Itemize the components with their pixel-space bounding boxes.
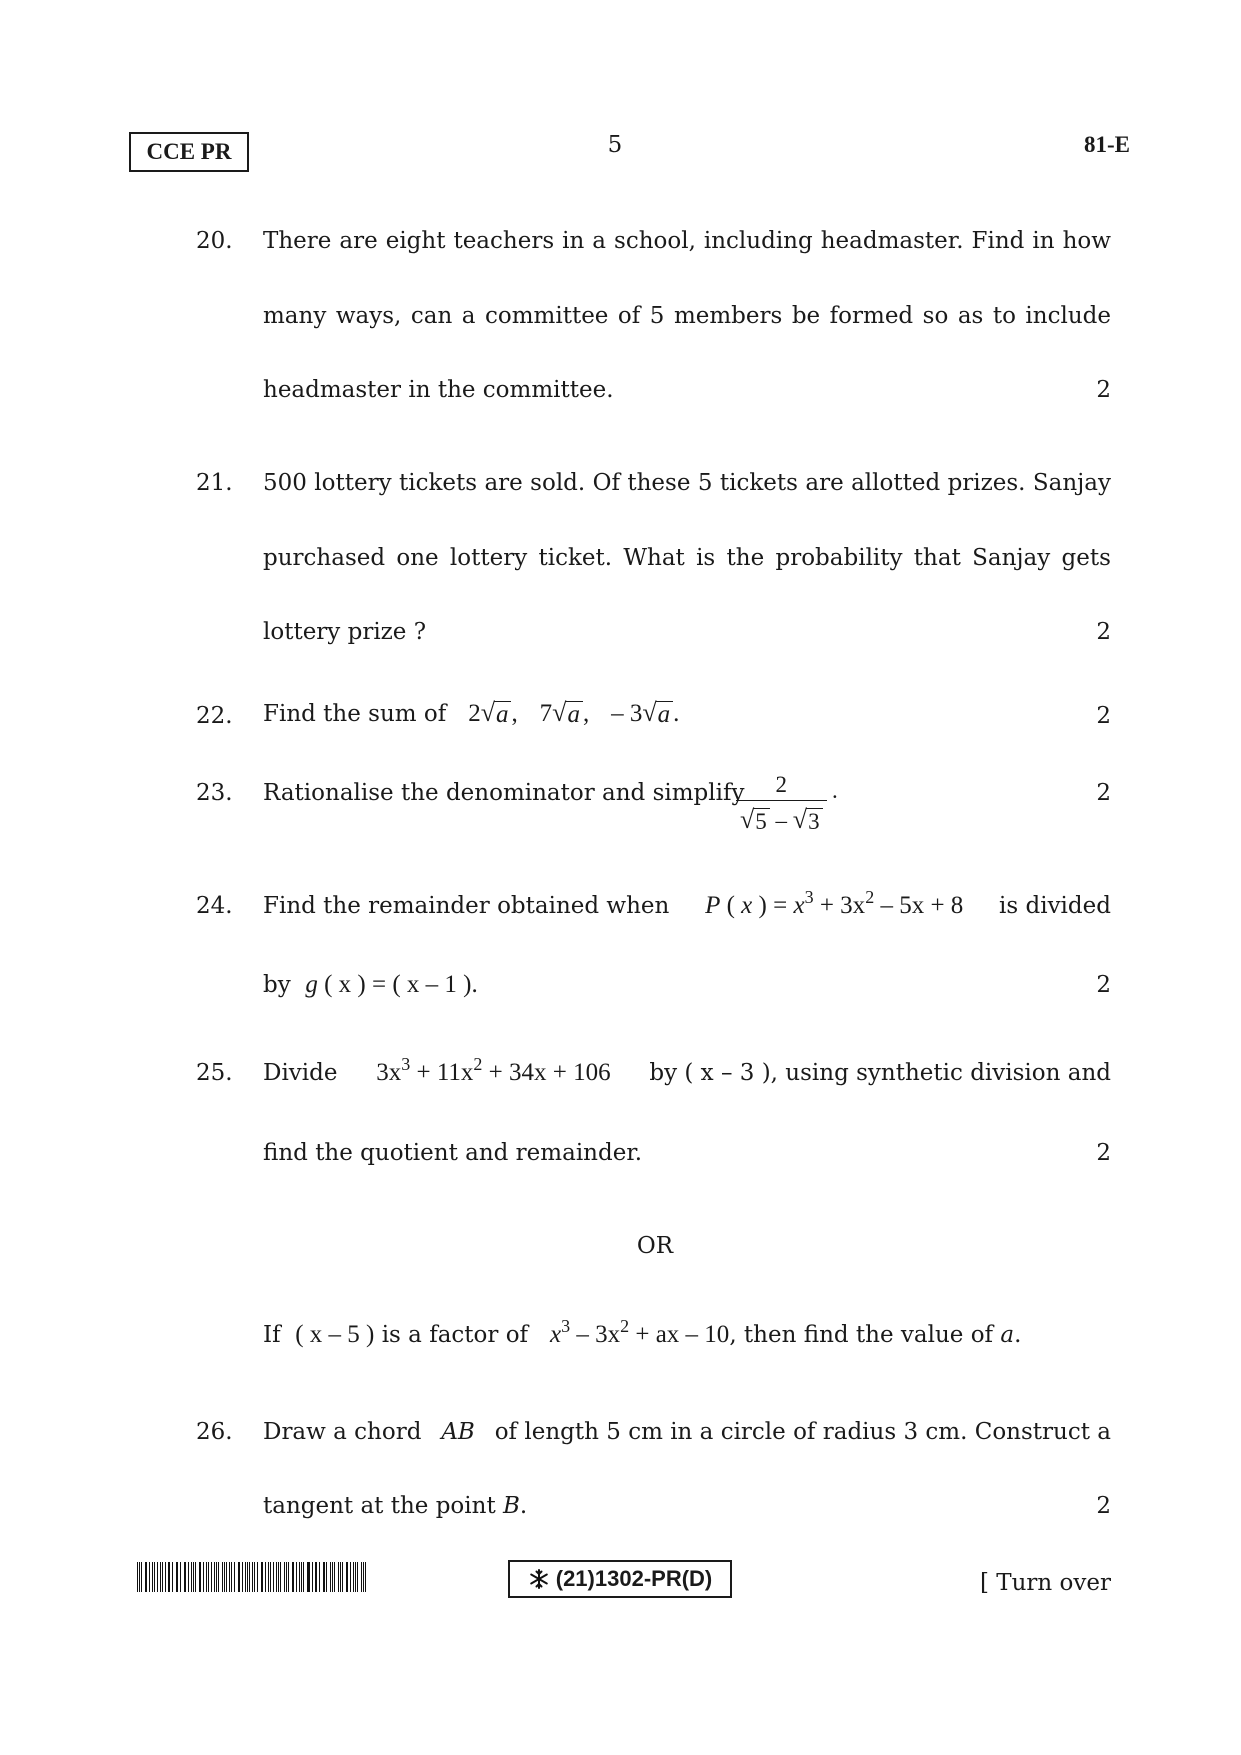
term-7-root-a: 7 √ a , — [539, 698, 590, 728]
barcode-bar — [234, 1562, 235, 1592]
q22-marks: 2 — [1096, 703, 1111, 729]
q21-line2: purchased one lottery ticket. What is the probability that Sanjay gets — [263, 545, 1111, 571]
barcode-bar — [284, 1562, 285, 1592]
q24-polynomial: P ( x ) = $x^3 + 3x^2 - 5x + 8$ — [705, 887, 964, 919]
q23-marks: 2 — [1096, 780, 1111, 806]
q26-line1: Draw a chord AB of length 5 cm in a circle of radius 3 cm. Construct a — [263, 1419, 1111, 1445]
barcode-bar — [254, 1562, 255, 1592]
q25-line1: Divide $3x^3 + 11x^2 + 34x + 106$ by ( x – 3 ), using synthetic division and — [263, 1054, 1111, 1086]
barcode-bar — [152, 1562, 153, 1592]
barcode-bar — [276, 1562, 277, 1592]
q26-line2: tangent at the point B. — [263, 1493, 528, 1519]
alt-polynomial: $x^3 - 3x^2$ + ax – 10 — [550, 1316, 730, 1348]
barcode-bar — [195, 1562, 196, 1592]
barcode-bar — [338, 1562, 339, 1592]
barcode-bar — [268, 1562, 269, 1592]
q20-marks: 2 — [1096, 377, 1111, 403]
q26-marks: 2 — [1096, 1493, 1111, 1519]
q23-text: Rationalise the denominator and simplify — [263, 780, 745, 806]
barcode-bar — [245, 1562, 246, 1592]
barcode-bar — [252, 1562, 253, 1592]
barcode-bar — [199, 1562, 200, 1592]
q23-fraction — [736, 772, 827, 835]
fraction-denominator: √ 5 – √ 3 — [736, 800, 827, 835]
question-number-21: 21. — [196, 470, 233, 496]
q22-line: Find the sum of 2 √ a , 7 √ a , – 3 √ a . — [263, 698, 680, 728]
q24-line2: by g ( x ) = ( x – 1 ). — [263, 971, 478, 998]
q25-polynomial: $3x^3 + 11x^2 + 34x + 106$ — [376, 1054, 611, 1086]
q20-line2: many ways, can a committee of 5 members be formed so as to include — [263, 303, 1111, 329]
q25-alternative: If ( x – 5 ) is a factor of $x^3 - 3x^2$ + ax – 10, then find the value of a. — [263, 1316, 1022, 1348]
q24-line1: Find the remainder obtained when P ( x ) = $x^3 + 3x^2 - 5x + 8$ is divided — [263, 887, 1111, 919]
page-number: 5 — [607, 132, 623, 158]
snowflake-icon — [528, 1568, 550, 1590]
question-number-22: 22. — [196, 703, 233, 729]
question-number-20: 20. — [196, 228, 233, 254]
barcode-bar — [288, 1562, 289, 1592]
barcode-bar — [185, 1562, 186, 1592]
q25-marks: 2 — [1096, 1140, 1111, 1166]
barcode-bar — [265, 1562, 266, 1592]
barcode-bar — [177, 1562, 178, 1592]
term-2-root-a: 2 √ a , — [468, 698, 518, 728]
barcode-bar — [162, 1562, 163, 1592]
barcode-bar — [342, 1562, 343, 1592]
q20-line3: headmaster in the committee. — [263, 377, 614, 403]
question-number-23: 23. — [196, 780, 233, 806]
barcode-bar — [172, 1562, 173, 1592]
question-number-25: 25. — [196, 1060, 233, 1086]
barcode-bar — [308, 1562, 309, 1592]
q24-marks: 2 — [1096, 972, 1111, 998]
barcode-bar — [206, 1562, 207, 1592]
q21-line3: lottery prize ? — [263, 619, 427, 645]
or-divider: OR — [636, 1233, 674, 1259]
barcode-bar — [145, 1562, 146, 1592]
q21-marks: 2 — [1096, 619, 1111, 645]
barcode-bar — [137, 1562, 138, 1592]
header-left-box: CCE PR — [129, 132, 249, 172]
barcode-bar — [222, 1562, 223, 1592]
barcode-bar — [160, 1562, 161, 1592]
barcode-bar — [296, 1562, 297, 1592]
barcode-bar — [330, 1562, 331, 1592]
term-minus3-root-a: – 3 √ a . — [611, 698, 680, 728]
turn-over: [ Turn over — [979, 1570, 1111, 1596]
footer-code-box — [508, 1560, 732, 1598]
barcode-bar — [326, 1562, 327, 1592]
q21-line1: 500 lottery tickets are sold. Of these 5 tickets are allotted prizes. Sanjay — [263, 470, 1111, 496]
barcode-bar — [231, 1562, 232, 1592]
barcode — [137, 1562, 369, 1592]
q20-line1: There are eight teachers in a school, including headmaster. Find in how — [263, 228, 1111, 254]
barcode-bar — [303, 1562, 304, 1592]
fraction-numerator: 2 — [775, 772, 788, 797]
barcode-bar — [353, 1562, 354, 1592]
question-number-26: 26. — [196, 1419, 233, 1445]
q25-line2: find the quotient and remainder. — [263, 1140, 643, 1166]
barcode-bar — [316, 1562, 317, 1592]
barcode-bar — [361, 1562, 362, 1592]
footer-code: (21)1302-PR(D) — [555, 1566, 713, 1591]
barcode-bar — [214, 1562, 215, 1592]
q23-period: . — [832, 778, 838, 803]
question-number-24: 24. — [196, 893, 233, 919]
barcode-bar — [363, 1562, 364, 1592]
paper-code: 81-E — [1084, 132, 1130, 157]
